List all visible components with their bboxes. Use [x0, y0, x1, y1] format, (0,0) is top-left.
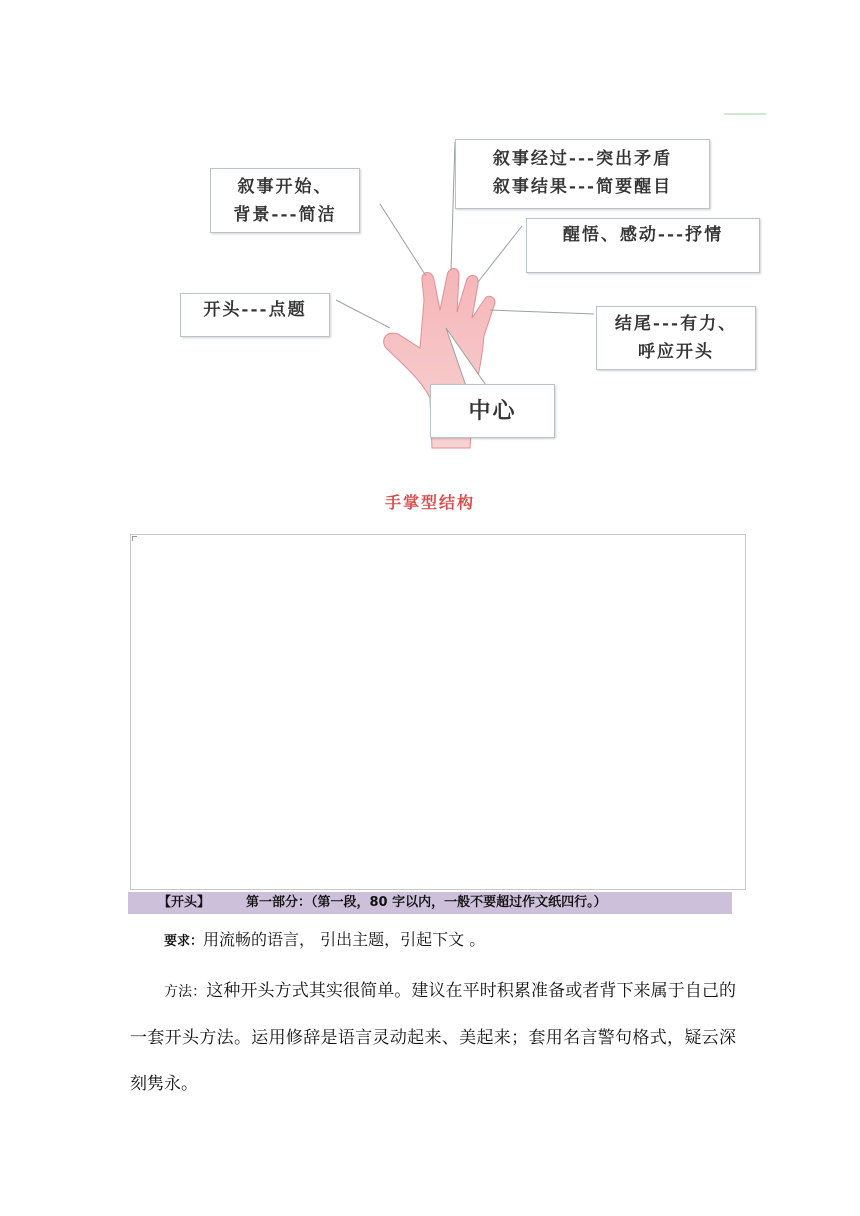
connector-start [380, 204, 426, 276]
connector-ending [490, 310, 594, 314]
label-insight [526, 218, 760, 273]
label-start-line2: 背景---简洁 [233, 205, 337, 225]
label-ending [596, 306, 756, 370]
requirement-label: 要求： [164, 934, 204, 949]
palm-structure-diagram [0, 0, 860, 520]
label-process-line2: 叙事结果---简要醒目 [492, 177, 673, 197]
label-start [210, 168, 360, 233]
section-header-band [128, 892, 732, 914]
diagram-caption: 手掌型结构 [384, 493, 475, 512]
requirement-line [164, 928, 485, 954]
label-opening [180, 293, 330, 337]
blank-image-frame [130, 534, 746, 890]
requirement-text: 用流畅的语言， 引出主题，引起下文 。 [203, 930, 486, 949]
frame-corner-mark [132, 536, 137, 541]
label-insight-text: 醒悟、感动---抒情 [562, 225, 724, 245]
label-process-line1: 叙事经过---突出矛盾 [492, 149, 673, 169]
section-tag: 【开头】 [158, 895, 211, 910]
method-text: 这种开头方式其实很简单。建议在平时积累准备或者背下来属于自己的一套开头方法。运用修辞是语言灵动起来、美起来；套用名言警句格式，疑云深刻隽永。 [130, 981, 737, 1094]
section-description: 第一部分：（第一段，80 字以内，一般不要超过作文纸四行。） [246, 895, 607, 910]
method-paragraph [130, 968, 736, 1107]
method-label: 方法： [164, 984, 207, 1000]
label-ending-line1: 结尾---有力、 [614, 314, 738, 334]
connector-opening [336, 300, 390, 328]
label-opening-text: 开头---点题 [203, 300, 307, 320]
label-center [430, 384, 555, 438]
label-center-text: 中心 [468, 398, 517, 424]
label-ending-line2: 呼应开头 [638, 342, 714, 362]
label-start-line1: 叙事开始、 [237, 177, 333, 197]
decorative-line [724, 113, 766, 115]
connector-insight [478, 226, 522, 282]
label-process [455, 139, 710, 209]
